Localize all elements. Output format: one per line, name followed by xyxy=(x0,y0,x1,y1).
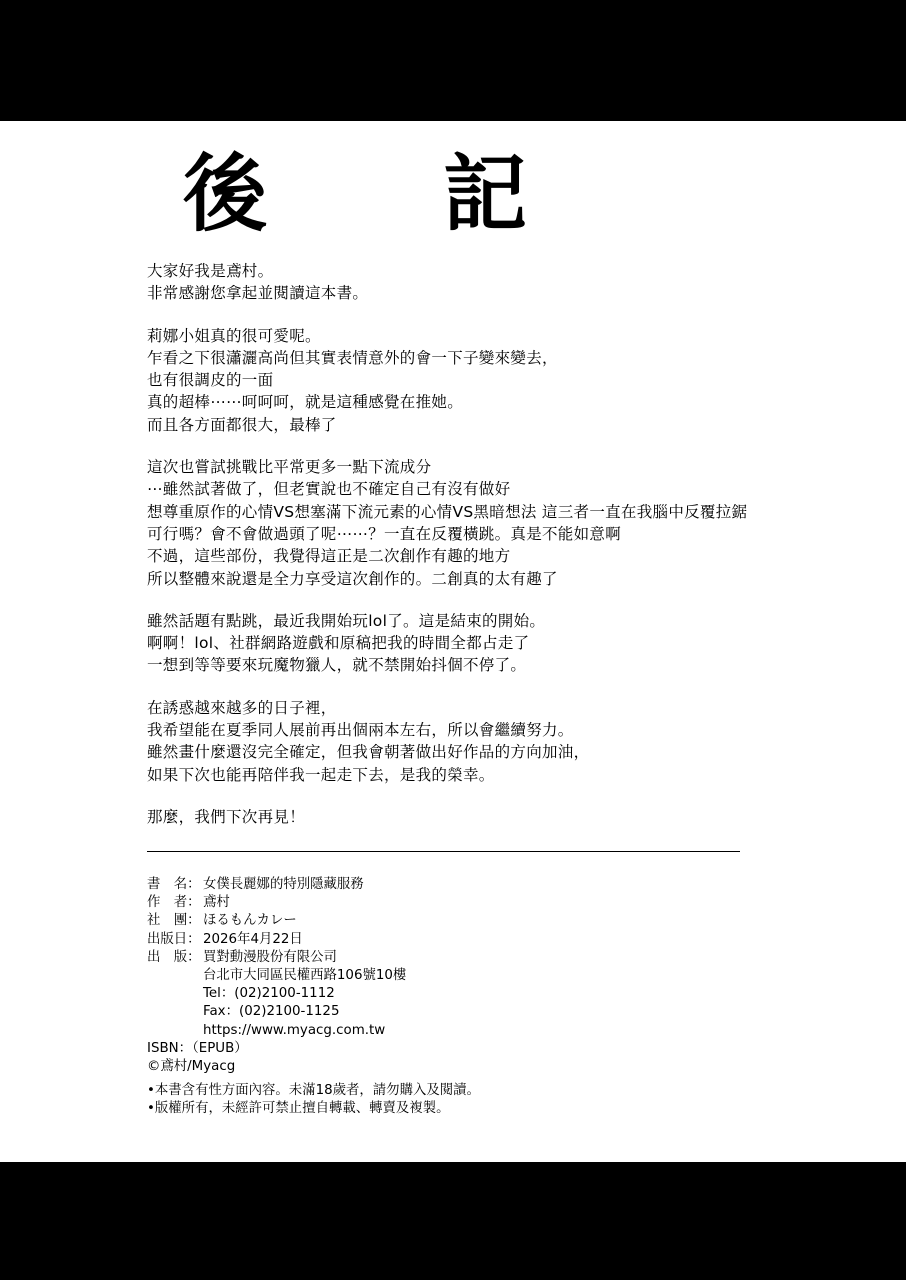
paragraph-character xyxy=(147,325,787,436)
colophon-circle-row xyxy=(147,912,406,930)
colophon-publisher-row xyxy=(147,949,406,967)
page-title-char-2: 記 xyxy=(443,145,528,243)
text-line: 真的超棒⋯⋯呵呵呵，就是這種感覺在推她。 xyxy=(147,393,464,412)
isbn-line: ISBN：（EPUB） xyxy=(147,1040,248,1056)
text-line: 一想到等等要來玩魔物獵人，就不禁開始抖個不停了。 xyxy=(147,656,527,675)
text-line: 我希望能在夏季同人展前再出個兩本左右，所以會繼續努力。 xyxy=(147,721,574,740)
text-line: 想尊重原作的心情VS想塞滿下流元素的心情VS黑暗想法 這三者一直在我腦中反覆拉鋸 xyxy=(147,502,748,521)
text-line: 可行嗎？會不會做過頭了呢⋯⋯？一直在反覆橫跳。真是不能如意啊 xyxy=(147,524,622,543)
text-line: 那麼，我們下次再見！ xyxy=(147,807,306,826)
colophon xyxy=(147,876,406,1076)
circle-name: ほるもんカレー xyxy=(203,913,297,929)
paragraph-games xyxy=(147,610,787,677)
book-title: 女僕長麗娜的特別隱藏服務 xyxy=(203,877,364,892)
paragraph-farewell xyxy=(147,806,787,828)
text-line: 乍看之下很瀟灑高尚但其實表情意外的會一下子變來變去， xyxy=(147,348,558,367)
paragraph-greeting xyxy=(147,260,787,305)
legal-notes xyxy=(147,1082,480,1118)
text-line: 啊啊！lol、社群網路遊戲和原稿把我的時間全都占走了 xyxy=(147,634,530,653)
colophon-date-row xyxy=(147,931,406,949)
publish-date: 2026年4月22日 xyxy=(203,931,303,947)
author-name: 鳶村 xyxy=(203,895,230,911)
publisher-name: 買對動漫股份有限公司 xyxy=(203,949,337,965)
page-title-char-1: 後 xyxy=(183,145,268,243)
copyright-line: ©鳶村/Myacg xyxy=(147,1059,236,1075)
date-label: 出版日： xyxy=(147,931,201,947)
text-line: 也有很調皮的一面 xyxy=(147,371,274,390)
publisher-tel: Tel：(02)2100-1112 xyxy=(203,986,335,1002)
afterword-body xyxy=(147,260,787,848)
text-line: ⋯雖然試著做了，但老實說也不確定自己有沒有做好 xyxy=(147,480,511,499)
paragraph-creation xyxy=(147,456,787,590)
bottom-black-band xyxy=(0,1162,906,1280)
text-line: 不過，這些部份，我覺得這正是二次創作有趣的地方 xyxy=(147,547,511,566)
text-line: 雖然話題有點跳，最近我開始玩lol了。這是結束的開始。 xyxy=(147,611,546,630)
note-age-restriction: •本書含有性方面內容。未滿18歲者，請勿購入及閱讀。 xyxy=(147,1083,480,1098)
text-line: 非常感謝您拿起並閱讀這本書。 xyxy=(147,284,369,303)
publisher-fax: Fax：(02)2100-1125 xyxy=(203,1004,340,1020)
divider-line xyxy=(147,851,740,852)
publisher-label: 出 版： xyxy=(147,949,201,965)
publisher-address: 台北市大同區民權西路106號10樓 xyxy=(203,968,407,984)
text-line: 在誘惑越來越多的日子裡， xyxy=(147,698,337,717)
top-black-band xyxy=(0,0,906,121)
text-line: 所以整體來說還是全力享受這次創作的。二創真的太有趣了 xyxy=(147,569,558,588)
publisher-url: https://www.myacg.com.tw xyxy=(203,1022,386,1038)
author-label: 作 者： xyxy=(147,895,201,911)
text-line: 大家好我是鳶村。 xyxy=(147,262,274,280)
circle-label: 社 團： xyxy=(147,913,201,929)
paragraph-plans xyxy=(147,697,787,786)
book-label: 書 名： xyxy=(147,877,201,892)
colophon-author-row xyxy=(147,894,406,912)
note-copyright: •版權所有，未經許可禁止擅自轉載、轉賣及複製。 xyxy=(147,1101,450,1117)
text-line: 而且各方面都很大，最棒了 xyxy=(147,415,337,434)
text-line: 莉娜小姐真的很可愛呢。 xyxy=(147,326,321,345)
text-line: 如果下次也能再陪伴我一起走下去，是我的榮幸。 xyxy=(147,765,495,784)
colophon-book-row xyxy=(147,876,406,894)
text-line: 雖然畫什麼還沒完全確定，但我會朝著做出好作品的方向加油， xyxy=(147,743,590,762)
text-line: 這次也嘗試挑戰比平常更多一點下流成分 xyxy=(147,458,432,477)
